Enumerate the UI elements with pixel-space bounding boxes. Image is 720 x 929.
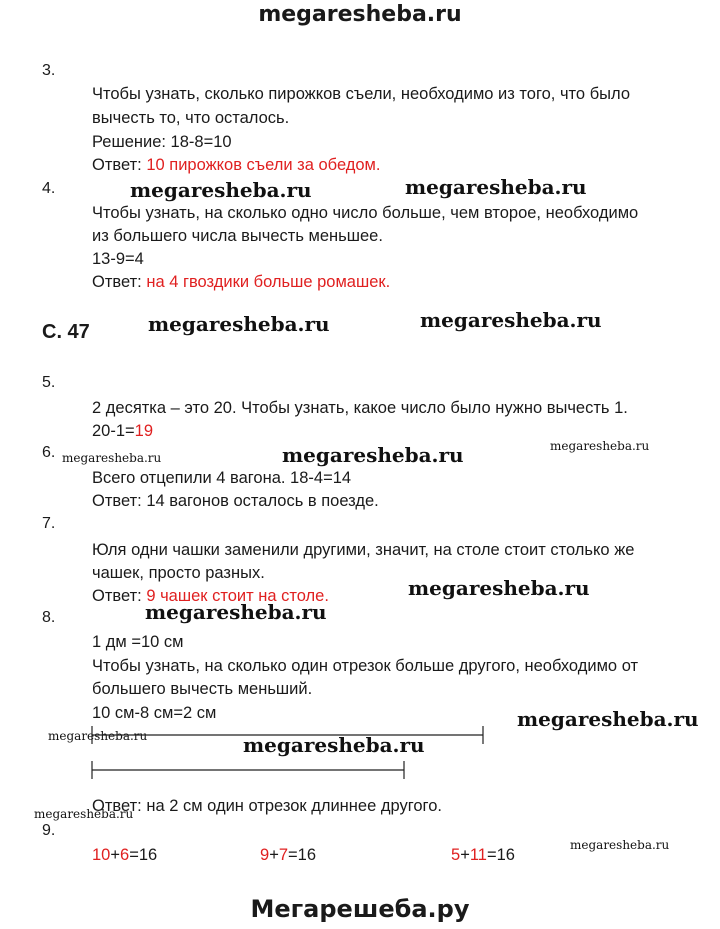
section-title: С. 47 — [42, 321, 90, 343]
watermark: megaresheba.ru — [550, 439, 650, 453]
segment-8cm — [92, 761, 404, 779]
watermark: megaresheba.ru — [243, 733, 425, 757]
task-6-answer: Ответ: 14 вагонов осталось в поезде. — [92, 492, 379, 510]
task-9-expression-2 — [260, 845, 316, 865]
task-5-number: 5. — [42, 374, 56, 391]
watermark: megaresheba.ru — [145, 600, 327, 624]
operand-b: 11 — [469, 846, 487, 864]
operand-b: 6 — [120, 846, 130, 864]
task-7-line-1: Юля одни чашки заменили другими, значит, на столе стоит столько же — [92, 541, 635, 559]
task-4-solution: 13-9=4 — [92, 250, 144, 268]
operand-b: 7 — [278, 846, 289, 864]
watermark: megaresheba.ru — [405, 175, 587, 199]
watermark: megaresheba.ru — [130, 178, 312, 202]
header-watermark: megaresheba.ru — [258, 2, 462, 27]
task-9-expression-3 — [451, 845, 515, 865]
segment-10cm — [92, 726, 483, 744]
operator: + — [460, 846, 470, 864]
result: 19 — [134, 422, 154, 440]
answer-text: 10 пирожков съели за обедом. — [146, 156, 381, 174]
task-3-number: 3. — [42, 62, 56, 79]
watermark: megaresheba.ru — [408, 576, 590, 600]
operator: + — [110, 846, 120, 864]
task-7-line-2: чашек, просто разных. — [92, 564, 265, 582]
watermark: megaresheba.ru — [48, 729, 148, 743]
answer-text: на 4 гвоздики больше ромашек. — [146, 273, 391, 291]
equals-result: =16 — [288, 846, 317, 864]
operator: + — [269, 846, 279, 864]
task-8-answer: Ответ: на 2 см один отрезок длиннее другого. — [92, 797, 442, 815]
equals-result: =16 — [486, 846, 515, 864]
task-8-solution: 10 см-8 см=2 см — [92, 704, 217, 722]
operand-a: 5 — [451, 846, 461, 864]
task-8-line-0: 1 дм =10 см — [92, 633, 184, 651]
task-3-solution: Решение: 18-8=10 — [92, 133, 232, 151]
task-7-number: 7. — [42, 515, 56, 532]
task-9-expression-1 — [92, 845, 157, 865]
operand-a: 9 — [260, 846, 270, 864]
watermark: megaresheba.ru — [282, 443, 464, 467]
operand-a: 10 — [92, 846, 111, 864]
equals-result: =16 — [129, 846, 158, 864]
answer-label: Ответ: — [92, 587, 147, 605]
answer-label: Ответ: — [92, 273, 147, 291]
task-8-line-2: большего вычесть меньший. — [92, 680, 313, 698]
task-6-line-1: Всего отцепили 4 вагона. 18-4=14 — [92, 469, 352, 487]
watermark: megaresheba.ru — [148, 312, 330, 336]
task-6-number: 6. — [42, 444, 56, 461]
watermark: megaresheba.ru — [570, 838, 670, 852]
task-5-line-1: 2 десятка – это 20. Чтобы узнать, какое число было нужно вычесть 1. — [92, 399, 628, 417]
task-4-number: 4. — [42, 180, 56, 197]
expression: 20-1= — [92, 422, 135, 440]
task-3-line-1: Чтобы узнать, сколько пирожков съели, необходимо из того, что было — [92, 85, 630, 103]
footer-watermark: Мегарешеба.ру — [250, 895, 470, 923]
task-8-line-1: Чтобы узнать, на сколько один отрезок больше другого, необходимо от — [92, 657, 639, 675]
watermark: megaresheba.ru — [517, 707, 699, 731]
watermark: megaresheba.ru — [62, 451, 162, 465]
answer-text: 9 чашек стоит на столе. — [146, 587, 329, 605]
task-8-number: 8. — [42, 609, 56, 626]
watermark: megaresheba.ru — [420, 308, 602, 332]
task-4-line-2: из большего числа вычесть меньшее. — [92, 227, 383, 245]
task-4-line-1: Чтобы узнать, на сколько одно число больше, чем второе, необходимо — [92, 204, 639, 222]
task-9-number: 9. — [42, 822, 56, 839]
watermark: megaresheba.ru — [34, 807, 134, 821]
answer-label: Ответ: — [92, 156, 147, 174]
task-3-line-2: вычесть то, что осталось. — [92, 109, 290, 127]
